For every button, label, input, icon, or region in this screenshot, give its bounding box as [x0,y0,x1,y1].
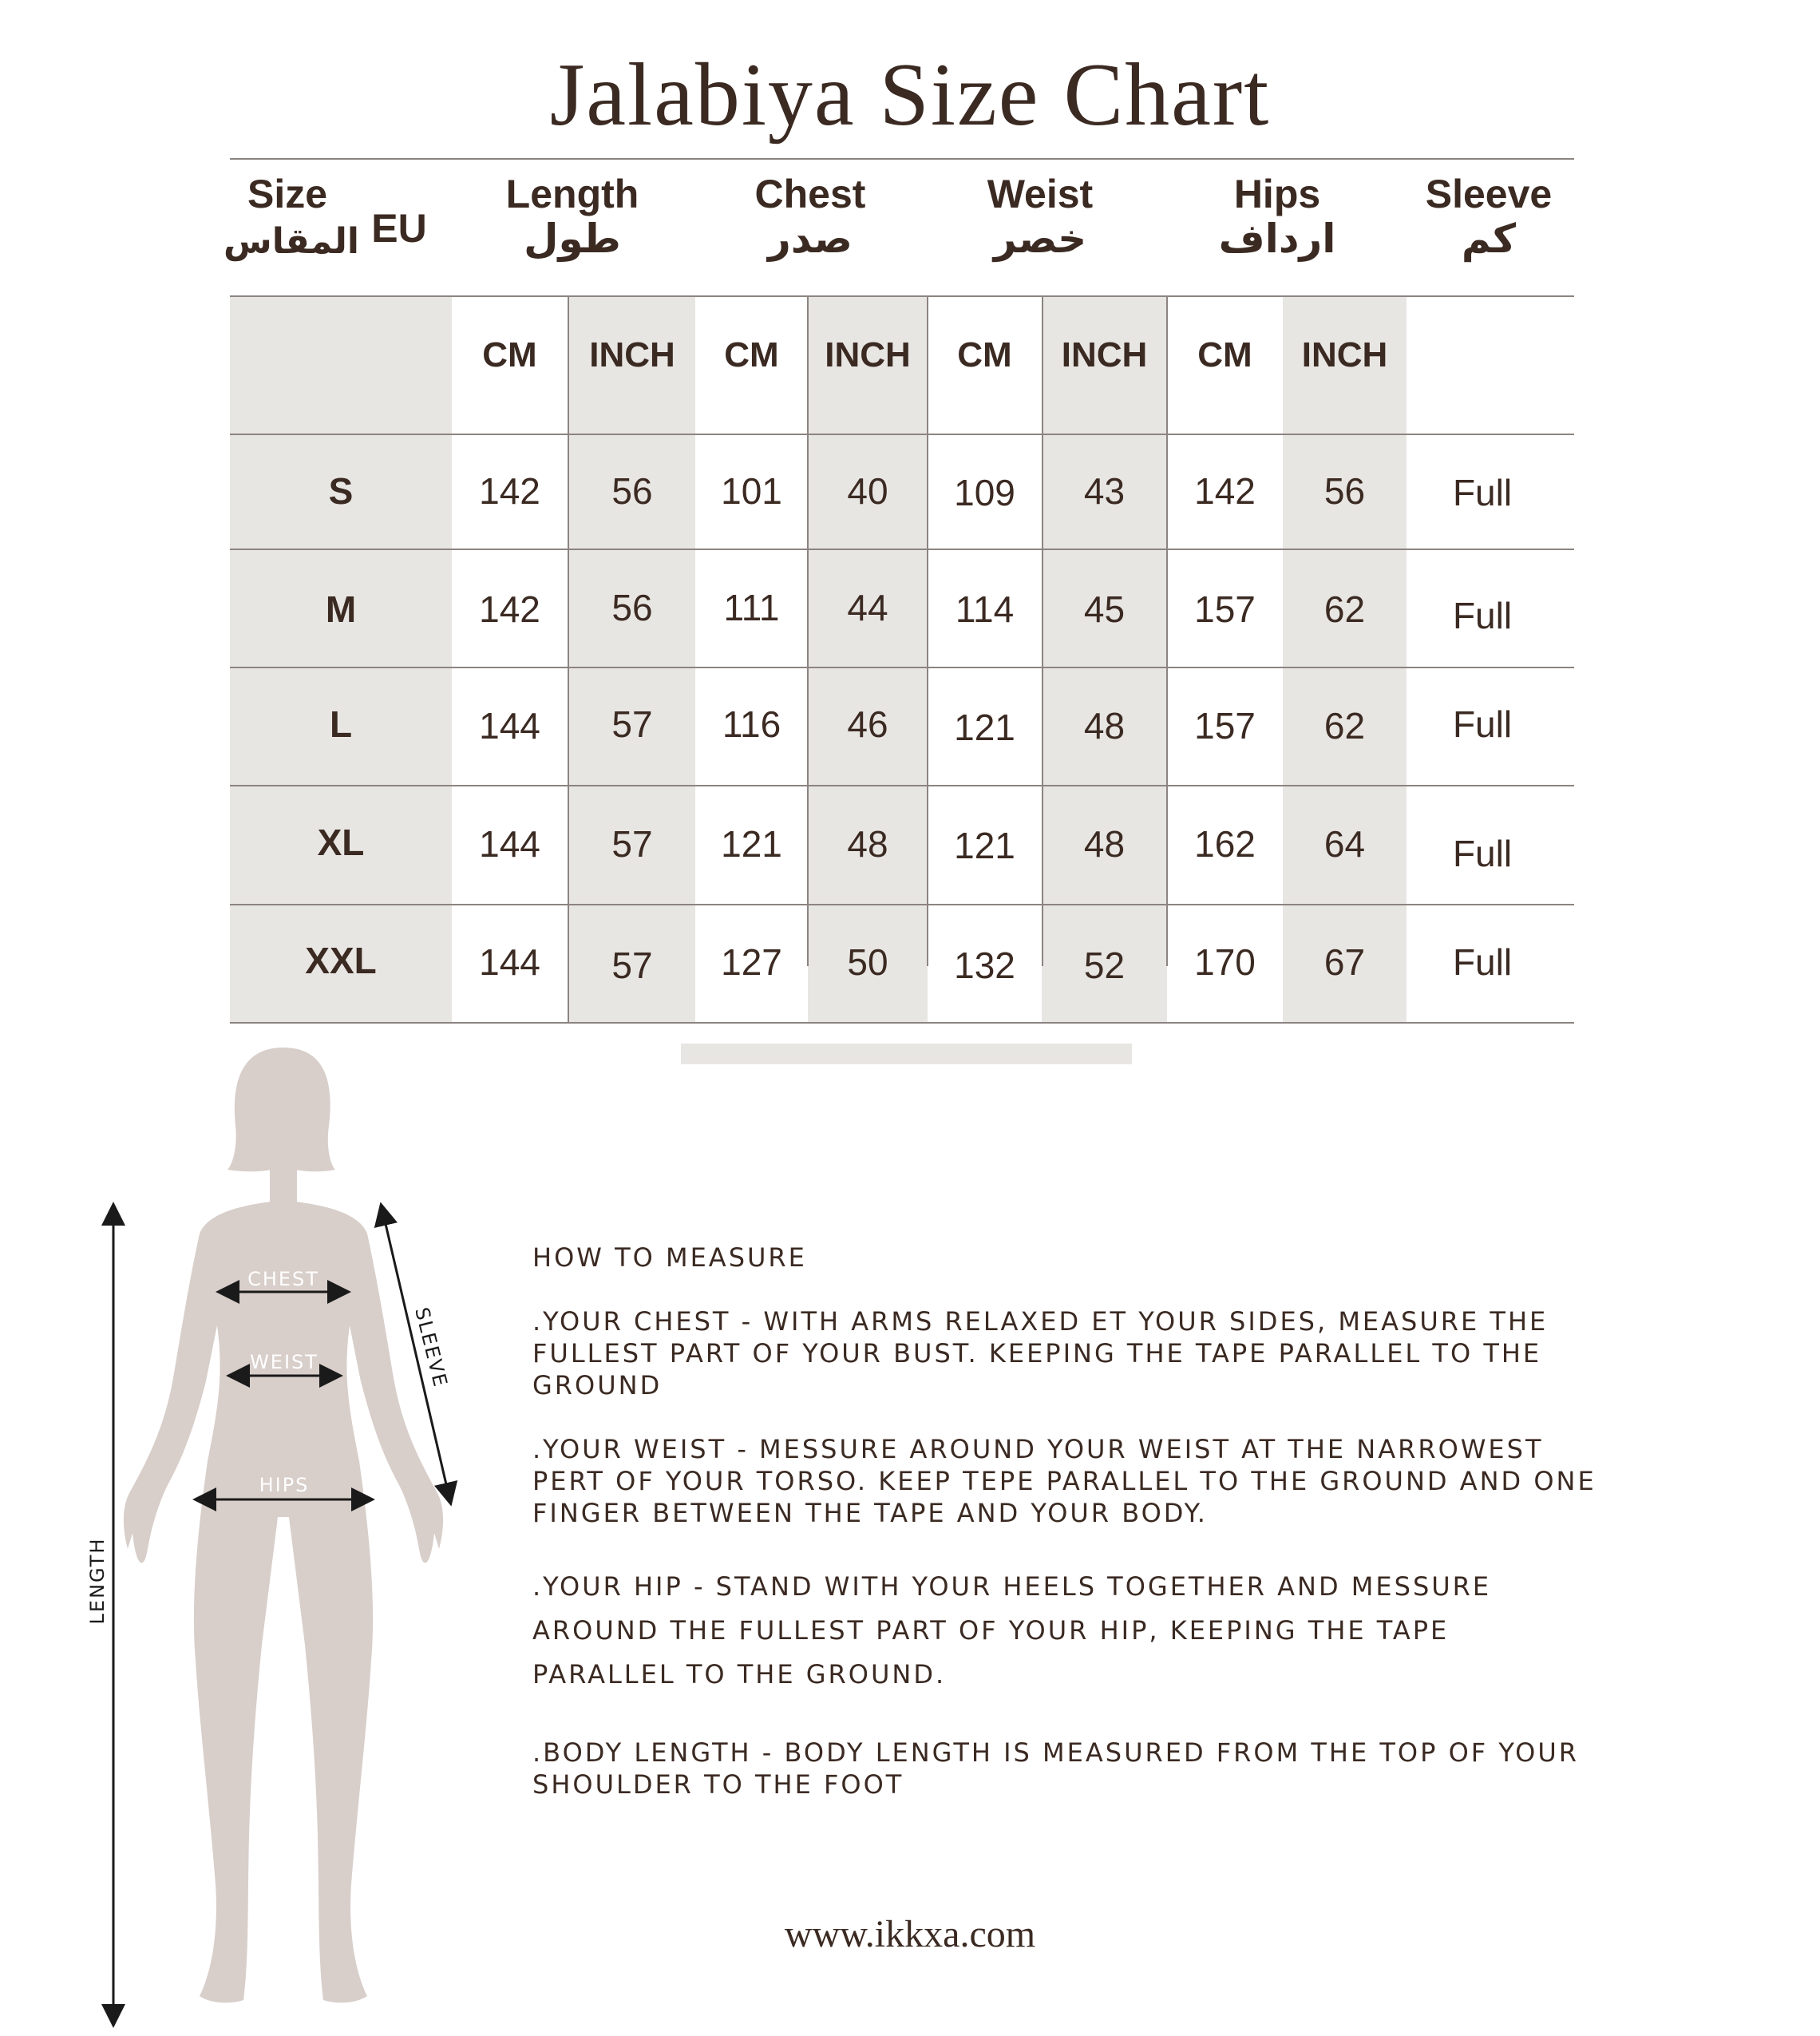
page-title: Jalabiya Size Chart [549,46,1271,145]
hips-inch: 62 [1323,705,1366,747]
length-cm: 144 [479,941,540,983]
weist-inch-shade [1042,295,1167,1024]
weist-inch: 52 [1083,945,1126,986]
unit-label: CM [724,335,779,374]
weist-cm: 121 [954,707,1015,748]
how-to-weist: .YOUR WEIST - MESSURE AROUND YOUR WEIST AT THE NARROWEST PERT OF YOUR TORSO. KEEP TEPE PARALLEL TO THE GROUND AND ONE FINGER BETWEEN THE TAPE AND YOUR BODY. [532,1434,1596,1528]
length-inch-shade [569,295,695,1024]
chest-cm: 111 [723,587,780,628]
website-link[interactable]: www.ikkxa.com [784,1913,1036,1955]
col-divider [568,295,569,1022]
length-inch: 57 [611,703,653,745]
unit-label: INCH [589,335,675,374]
hips-cm: 157 [1194,588,1256,630]
rule-row [230,904,1574,905]
size-label: S [328,470,354,512]
header-weist [960,172,1120,261]
rule-row [230,785,1574,786]
unit-label: CM [957,335,1012,374]
rule-bottom [230,1022,1574,1024]
header-length [493,172,652,261]
header-hips-ar: ارداف [1218,216,1336,261]
chest-inch: 40 [847,470,888,512]
length-inch: 57 [611,945,653,986]
header-sleeve [1409,172,1569,261]
sleeve-figure-label: SLEEVE [410,1305,453,1390]
weist-figure-label: WEIST [250,1351,318,1373]
header-chest [730,172,890,261]
sleeve-value: Full [1452,703,1513,745]
hips-figure-label: HIPS [259,1474,310,1496]
header-weist-en: Weist [987,172,1094,216]
body-figure [80,1038,479,2028]
chest-inch-shade [808,295,928,1024]
chest-figure-label: CHEST [247,1268,319,1290]
length-cm: 144 [479,823,540,865]
header-length-en: Length [505,172,639,216]
weist-cm: 114 [955,588,1015,630]
length-inch: 57 [611,823,653,865]
length-figure-label: LENGTH [86,1537,109,1625]
divider-bar [681,1044,1132,1064]
size-label: M [325,588,357,630]
length-inch: 56 [611,470,653,512]
weist-cm: 121 [954,825,1015,866]
header-chest-ar: صدر [768,216,853,261]
chest-inch: 48 [847,823,888,865]
header-size-ar: المقاس [224,222,360,261]
sleeve-value: Full [1452,833,1513,874]
header-sleeve-en: Sleeve [1425,172,1553,216]
rule-row [230,549,1574,550]
length-inch: 56 [611,587,653,628]
header-hips [1197,172,1357,261]
length-cm: 142 [479,470,540,512]
unit-label: INCH [1301,335,1388,374]
size-label: XXL [305,940,377,981]
weist-inch: 45 [1083,588,1126,630]
hips-inch: 64 [1323,823,1366,865]
unit-label: CM [1197,335,1252,374]
how-to-chest: .YOUR CHEST - WITH ARMS RELAXED ET YOUR SIDES, MEASURE THE FULLEST PART OF YOUR BUST. KEEPING THE TAPE PARALLEL TO THE GROUND [532,1306,1549,1400]
weist-inch: 43 [1083,470,1126,512]
col-divider [1042,295,1043,966]
rule-units [230,434,1574,435]
header-eu: EU [371,206,427,251]
weist-inch: 48 [1083,705,1126,747]
rule-header [230,295,1574,297]
how-to-hip: .YOUR HIP - STAND WITH YOUR HEELS TOGETHER AND MESSURE AROUND THE FULLEST PART OF YOUR HIP, KEEPING THE TAPE PARALLEL TO THE GROUND. [532,1571,1492,1689]
chest-inch: 44 [847,587,888,628]
header-hips-en: Hips [1233,172,1321,216]
chest-cm: 116 [722,703,781,745]
how-to-length: .BODY LENGTH - BODY LENGTH IS MEASURED FROM THE TOP OF YOUR SHOULDER TO THE FOOT [532,1737,1579,1800]
sleeve-value: Full [1452,472,1513,513]
hips-inch: 62 [1323,588,1366,630]
how-to-heading: HOW TO MEASURE [532,1242,807,1273]
chest-inch: 46 [847,703,888,745]
hips-cm: 162 [1194,823,1256,865]
weist-inch: 48 [1083,823,1126,865]
rule-top [230,158,1574,160]
header-size-en: Size [247,172,328,216]
weist-cm: 109 [954,472,1015,513]
header-sleeve-ar: كم [1461,216,1517,261]
unit-label: INCH [825,335,911,374]
length-cm: 144 [479,705,540,747]
size-column-shade [230,295,452,1024]
silhouette [124,1048,443,2002]
rule-row [230,667,1574,668]
sleeve-value: Full [1452,941,1513,983]
chest-cm: 101 [721,470,782,512]
size-label: XL [317,822,365,863]
hips-cm: 170 [1194,941,1256,983]
hips-cm: 142 [1194,470,1256,512]
hips-inch: 67 [1323,941,1366,983]
header-weist-ar: خصر [993,216,1087,261]
weist-cm: 132 [954,945,1015,986]
sleeve-value: Full [1452,595,1513,636]
col-divider [1166,295,1168,966]
chest-cm: 127 [721,941,782,983]
unit-label: INCH [1061,335,1148,374]
header-chest-en: Chest [754,172,866,216]
hips-cm: 157 [1194,705,1256,747]
hips-inch-shade [1283,295,1407,1024]
how-to-measure [532,1242,1602,1800]
unit-label: CM [482,335,537,374]
length-cm: 142 [479,588,540,630]
header-size [224,172,360,264]
header-length-ar: طول [524,216,621,261]
chest-cm: 121 [721,823,782,865]
col-divider [807,295,809,966]
chest-inch: 50 [847,941,888,983]
size-label: L [329,703,353,745]
hips-inch: 56 [1323,470,1366,512]
